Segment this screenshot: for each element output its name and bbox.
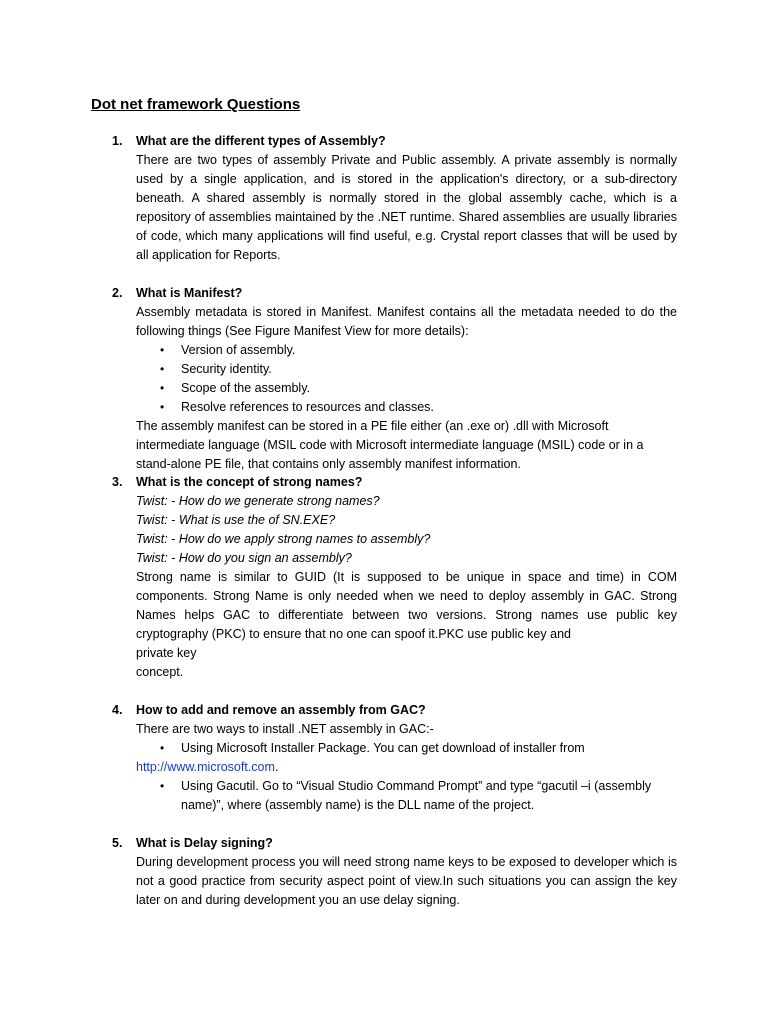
link-suffix: . bbox=[274, 760, 279, 774]
strong-name-text: Strong name is similar to GUID (It is supposed to be unique in space and time) in COM components. Strong Name is only needed when we need to deploy assembly in GAC. Strong Names helps GAC to differentiate between two versions. Strong names use public key cryptography (PKC) to ensure that no one can spoof it.PKC use public key and bbox=[136, 570, 677, 641]
manifest-intro: Assembly metadata is stored in Manifest. Manifest contains all the metadata needed to do the following things (See Figure Manifest View for more details): bbox=[136, 305, 677, 338]
question-1-heading bbox=[112, 132, 386, 151]
list-item bbox=[136, 360, 677, 379]
question-3-number: 3. bbox=[112, 475, 123, 489]
list-item-text: Using Gacutil. Go to “Visual Studio Command Prompt” and type “gacutil –i (assembly name)”, where (assembly name) is the DLL name of the project. bbox=[181, 779, 652, 812]
link-line bbox=[136, 758, 677, 777]
bullet-icon: • bbox=[160, 779, 165, 793]
question-3-answer bbox=[136, 492, 677, 682]
question-5-number: 5. bbox=[112, 836, 123, 850]
question-2-answer bbox=[136, 303, 677, 474]
question-2-text: What is Manifest? bbox=[136, 286, 243, 300]
question-4-heading bbox=[112, 701, 426, 720]
microsoft-link[interactable]: http://www.microsoft.com bbox=[136, 760, 275, 774]
twist-line: Twist: - How do we generate strong names? bbox=[136, 494, 380, 508]
list-item-text: Version of assembly. bbox=[181, 343, 296, 357]
question-1-number: 1. bbox=[112, 134, 123, 148]
list-item-text: Using Microsoft Installer Package. You can get download of installer from bbox=[181, 741, 585, 755]
question-4-number: 4. bbox=[112, 703, 123, 717]
bullet-icon: • bbox=[160, 741, 165, 755]
question-5-answer: During development process you will need strong name keys to be exposed to developer which is not a good practice from security aspect point of view.In such situations you can assign the key later on and during development you an use delay signing. bbox=[136, 855, 677, 907]
question-1-answer: There are two types of assembly Private and Public assembly. A private assembly is normally used by a single application, and is stored in the application's directory, or a sub-directory beneath. A shared assembly is normally stored in the global assembly cache, which is a repository of assemblies maintained by the .NET runtime. Shared assemblies are usually libraries of code, which many applications will find useful, e.g. Crystal report classes that will be used by all application for Reports. bbox=[136, 153, 677, 262]
list-item bbox=[136, 398, 677, 417]
question-2-heading bbox=[112, 284, 242, 303]
bullet-icon: • bbox=[160, 362, 165, 376]
page-title: Dot net framework Questions bbox=[91, 96, 301, 113]
question-1-text: What are the different types of Assembly? bbox=[136, 134, 386, 148]
strong-name-text-line3: concept. bbox=[136, 665, 184, 679]
list-item bbox=[136, 739, 677, 758]
list-item bbox=[136, 777, 677, 815]
question-5-text: What is Delay signing? bbox=[136, 836, 273, 850]
question-4-text: How to add and remove an assembly from GAC? bbox=[136, 703, 426, 717]
manifest-outro: The assembly manifest can be stored in a PE file either (an .exe or) .dll with Microsoft intermediate language (MSIL code with Microsoft intermediate language (MSIL) code or in a stand-alone PE file, that contains only assembly manifest information. bbox=[136, 419, 644, 471]
twist-line: Twist: - How do we apply strong names to assembly? bbox=[136, 532, 431, 546]
twist-line: Twist: - What is use the of SN.EXE? bbox=[136, 513, 336, 527]
strong-name-text-line2: private key bbox=[136, 646, 197, 660]
question-5-heading bbox=[112, 834, 273, 853]
question-3-text: What is the concept of strong names? bbox=[136, 475, 363, 489]
list-item-text: Scope of the assembly. bbox=[181, 381, 311, 395]
list-item bbox=[136, 379, 677, 398]
bullet-icon: • bbox=[160, 381, 165, 395]
bullet-icon: • bbox=[160, 343, 165, 357]
question-2-number: 2. bbox=[112, 286, 123, 300]
list-item-text: Resolve references to resources and classes. bbox=[181, 400, 434, 414]
question-3-heading bbox=[112, 473, 362, 492]
bullet-icon: • bbox=[160, 400, 165, 414]
question-4-answer bbox=[136, 720, 677, 815]
gac-intro: There are two ways to install .NET assembly in GAC:- bbox=[136, 722, 434, 736]
list-item bbox=[136, 341, 677, 360]
twist-line: Twist: - How do you sign an assembly? bbox=[136, 551, 352, 565]
list-item-text: Security identity. bbox=[181, 362, 272, 376]
